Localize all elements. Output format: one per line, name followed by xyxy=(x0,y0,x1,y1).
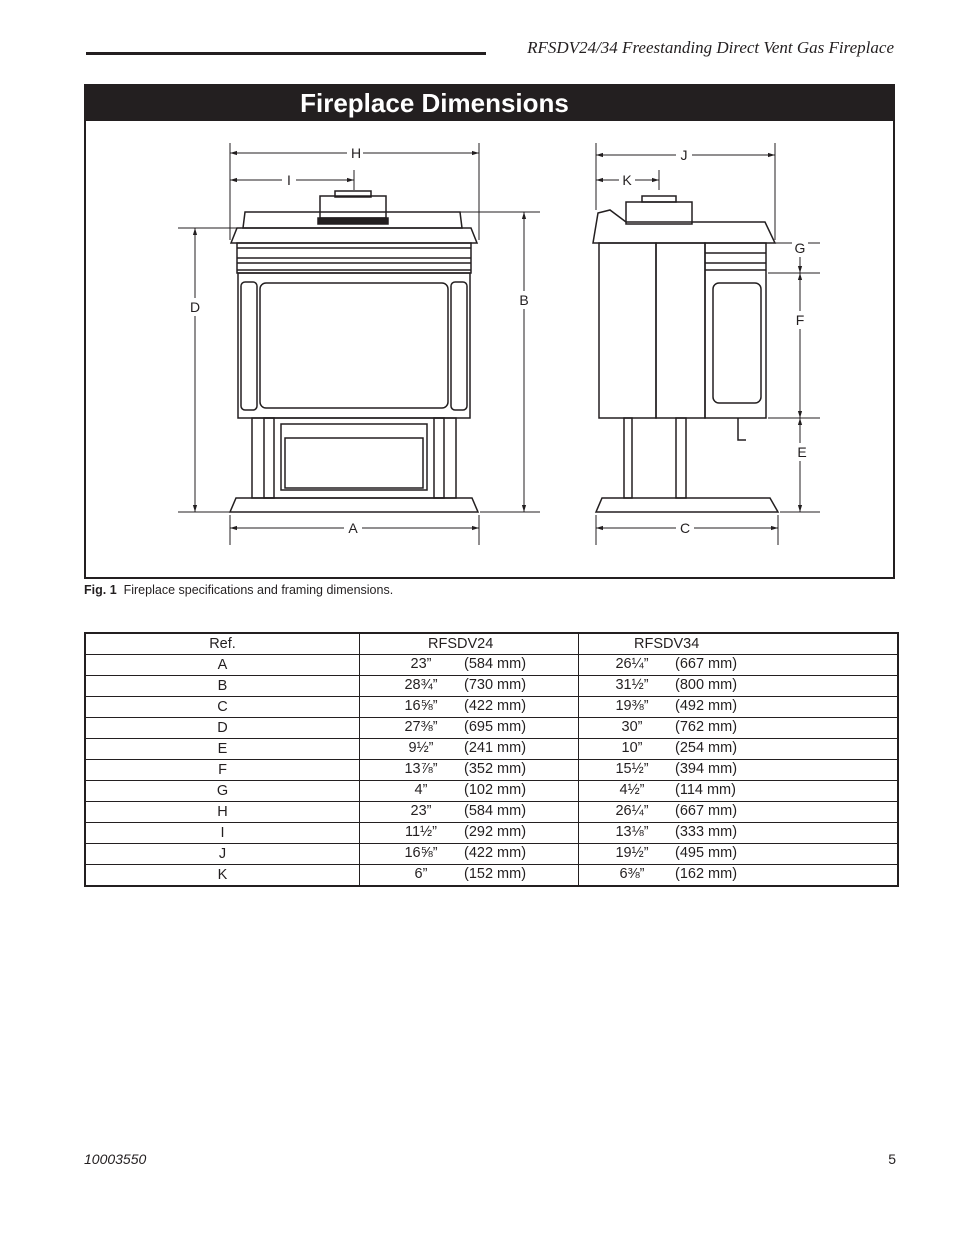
rfsdv34-mm: (162 mm) xyxy=(675,866,738,882)
rfsdv24-inches: 23” xyxy=(410,656,432,672)
cell-rfsdv24 xyxy=(360,739,579,760)
cell-rfsdv24 xyxy=(360,802,579,823)
dim-label-i: I xyxy=(287,172,291,188)
table-row xyxy=(85,823,898,844)
rfsdv24-mm: (292 mm) xyxy=(464,824,527,840)
rfsdv24-inches: 16⅝” xyxy=(404,698,438,714)
rfsdv24-mm: (695 mm) xyxy=(464,719,527,735)
table-row xyxy=(85,655,898,676)
dimensions-table xyxy=(84,632,899,887)
table-row xyxy=(85,718,898,739)
cell-rfsdv24 xyxy=(360,844,579,865)
rfsdv34-mm: (495 mm) xyxy=(675,845,738,861)
cell-rfsdv24 xyxy=(360,718,579,739)
rfsdv34-inches: 6⅜” xyxy=(619,866,645,882)
cell-rfsdv34 xyxy=(579,844,899,865)
cell-ref: A xyxy=(85,655,360,676)
cell-rfsdv34 xyxy=(579,676,899,697)
rfsdv24-inches: 27⅜” xyxy=(404,719,438,735)
rfsdv24-inches: 28¾” xyxy=(404,677,438,693)
rfsdv34-inches: 4½” xyxy=(619,782,645,798)
cell-rfsdv24 xyxy=(360,697,579,718)
cell-ref: C xyxy=(85,697,360,718)
rfsdv34-inches: 10” xyxy=(621,740,643,756)
cell-rfsdv34 xyxy=(579,823,899,844)
table-row xyxy=(85,760,898,781)
cell-rfsdv24 xyxy=(360,760,579,781)
table-row xyxy=(85,676,898,697)
table-row xyxy=(85,781,898,802)
rfsdv34-mm: (762 mm) xyxy=(675,719,738,735)
rfsdv24-mm: (730 mm) xyxy=(464,677,527,693)
dim-label-c: C xyxy=(679,520,691,536)
rfsdv34-inches: 31½” xyxy=(615,677,649,693)
caption-text: Fireplace specifications and framing dimensions. xyxy=(123,583,394,597)
cell-ref: I xyxy=(85,823,360,844)
rfsdv24-mm: (584 mm) xyxy=(464,656,527,672)
rfsdv24-inches: 11½” xyxy=(405,824,437,840)
document-title: RFSDV24/34 Freestanding Direct Vent Gas Fireplace xyxy=(527,38,894,57)
dim-label-g: G xyxy=(794,240,806,256)
cell-ref: D xyxy=(85,718,360,739)
rfsdv34-inches: 19⅜” xyxy=(615,698,649,714)
rfsdv24-mm: (241 mm) xyxy=(464,740,527,756)
rfsdv24-mm: (422 mm) xyxy=(464,698,527,714)
dim-label-b: B xyxy=(519,292,529,308)
rfsdv24-inches: 9½” xyxy=(408,740,434,756)
document-number: 10003550 xyxy=(84,1151,147,1167)
rfsdv34-mm: (800 mm) xyxy=(675,677,738,693)
dim-label-d: D xyxy=(189,299,201,315)
table-row xyxy=(85,802,898,823)
rfsdv34-inches: 26¼” xyxy=(615,803,649,819)
rfsdv24-mm: (102 mm) xyxy=(464,782,527,798)
cell-ref: J xyxy=(85,844,360,865)
table-row xyxy=(85,865,898,887)
rfsdv34-mm: (254 mm) xyxy=(675,740,738,756)
rfsdv34-mm: (492 mm) xyxy=(675,698,738,714)
table-row xyxy=(85,697,898,718)
side-view-fireplace xyxy=(593,196,778,512)
cell-ref: F xyxy=(85,760,360,781)
page-number: 5 xyxy=(888,1151,896,1167)
cell-rfsdv24 xyxy=(360,781,579,802)
rfsdv34-inches: 30” xyxy=(621,719,643,735)
cell-rfsdv24 xyxy=(360,865,579,887)
rfsdv24-inches: 4” xyxy=(414,782,428,798)
rfsdv34-mm: (667 mm) xyxy=(675,803,738,819)
rfsdv24-inches: 16⅝” xyxy=(404,845,438,861)
header-rfsdv34: RFSDV34 xyxy=(579,633,899,655)
cell-rfsdv34 xyxy=(579,802,899,823)
rfsdv34-inches: 19½” xyxy=(615,845,649,861)
dim-label-f: F xyxy=(795,312,805,328)
rfsdv34-inches: 13⅛” xyxy=(615,824,649,840)
rfsdv34-inches: 15½” xyxy=(615,761,649,777)
cell-ref: B xyxy=(85,676,360,697)
rfsdv24-mm: (352 mm) xyxy=(464,761,527,777)
cell-rfsdv34 xyxy=(579,697,899,718)
front-view-fireplace xyxy=(230,191,478,512)
figure-caption xyxy=(84,583,393,597)
caption-label: Fig. 1 xyxy=(84,583,117,597)
table-body xyxy=(85,655,898,887)
rfsdv34-mm: (114 mm) xyxy=(675,782,736,798)
cell-ref: H xyxy=(85,802,360,823)
dim-label-h: H xyxy=(350,145,362,161)
rfsdv34-inches: 26¼” xyxy=(615,656,649,672)
dim-label-k: K xyxy=(622,172,632,188)
header-rfsdv24: RFSDV24 xyxy=(360,633,579,655)
table-row xyxy=(85,739,898,760)
dim-label-e: E xyxy=(797,444,807,460)
cell-rfsdv34 xyxy=(579,739,899,760)
rfsdv24-mm: (584 mm) xyxy=(464,803,527,819)
dim-label-j: J xyxy=(680,147,688,163)
cell-rfsdv34 xyxy=(579,865,899,887)
figure-title: Fireplace Dimensions xyxy=(300,88,569,118)
cell-ref: G xyxy=(85,781,360,802)
cell-rfsdv34 xyxy=(579,781,899,802)
rfsdv34-mm: (667 mm) xyxy=(675,656,738,672)
rfsdv24-inches: 13⅞” xyxy=(404,761,438,777)
fireplace-dimension-drawing xyxy=(0,0,954,600)
cell-ref: E xyxy=(85,739,360,760)
cell-rfsdv24 xyxy=(360,676,579,697)
cell-rfsdv24 xyxy=(360,655,579,676)
table-header-row xyxy=(85,633,898,655)
dim-label-a: A xyxy=(348,520,358,536)
rfsdv34-mm: (394 mm) xyxy=(675,761,738,777)
cell-rfsdv34 xyxy=(579,760,899,781)
cell-ref: K xyxy=(85,865,360,887)
dimension-letters xyxy=(187,144,808,537)
cell-rfsdv34 xyxy=(579,718,899,739)
rfsdv24-inches: 23” xyxy=(410,803,432,819)
table-row xyxy=(85,844,898,865)
cell-rfsdv34 xyxy=(579,655,899,676)
rfsdv24-inches: 6” xyxy=(414,866,428,882)
rfsdv24-mm: (422 mm) xyxy=(464,845,527,861)
rfsdv34-mm: (333 mm) xyxy=(675,824,738,840)
rfsdv24-mm: (152 mm) xyxy=(464,866,527,882)
cell-rfsdv24 xyxy=(360,823,579,844)
header-ref: Ref. xyxy=(85,633,360,655)
